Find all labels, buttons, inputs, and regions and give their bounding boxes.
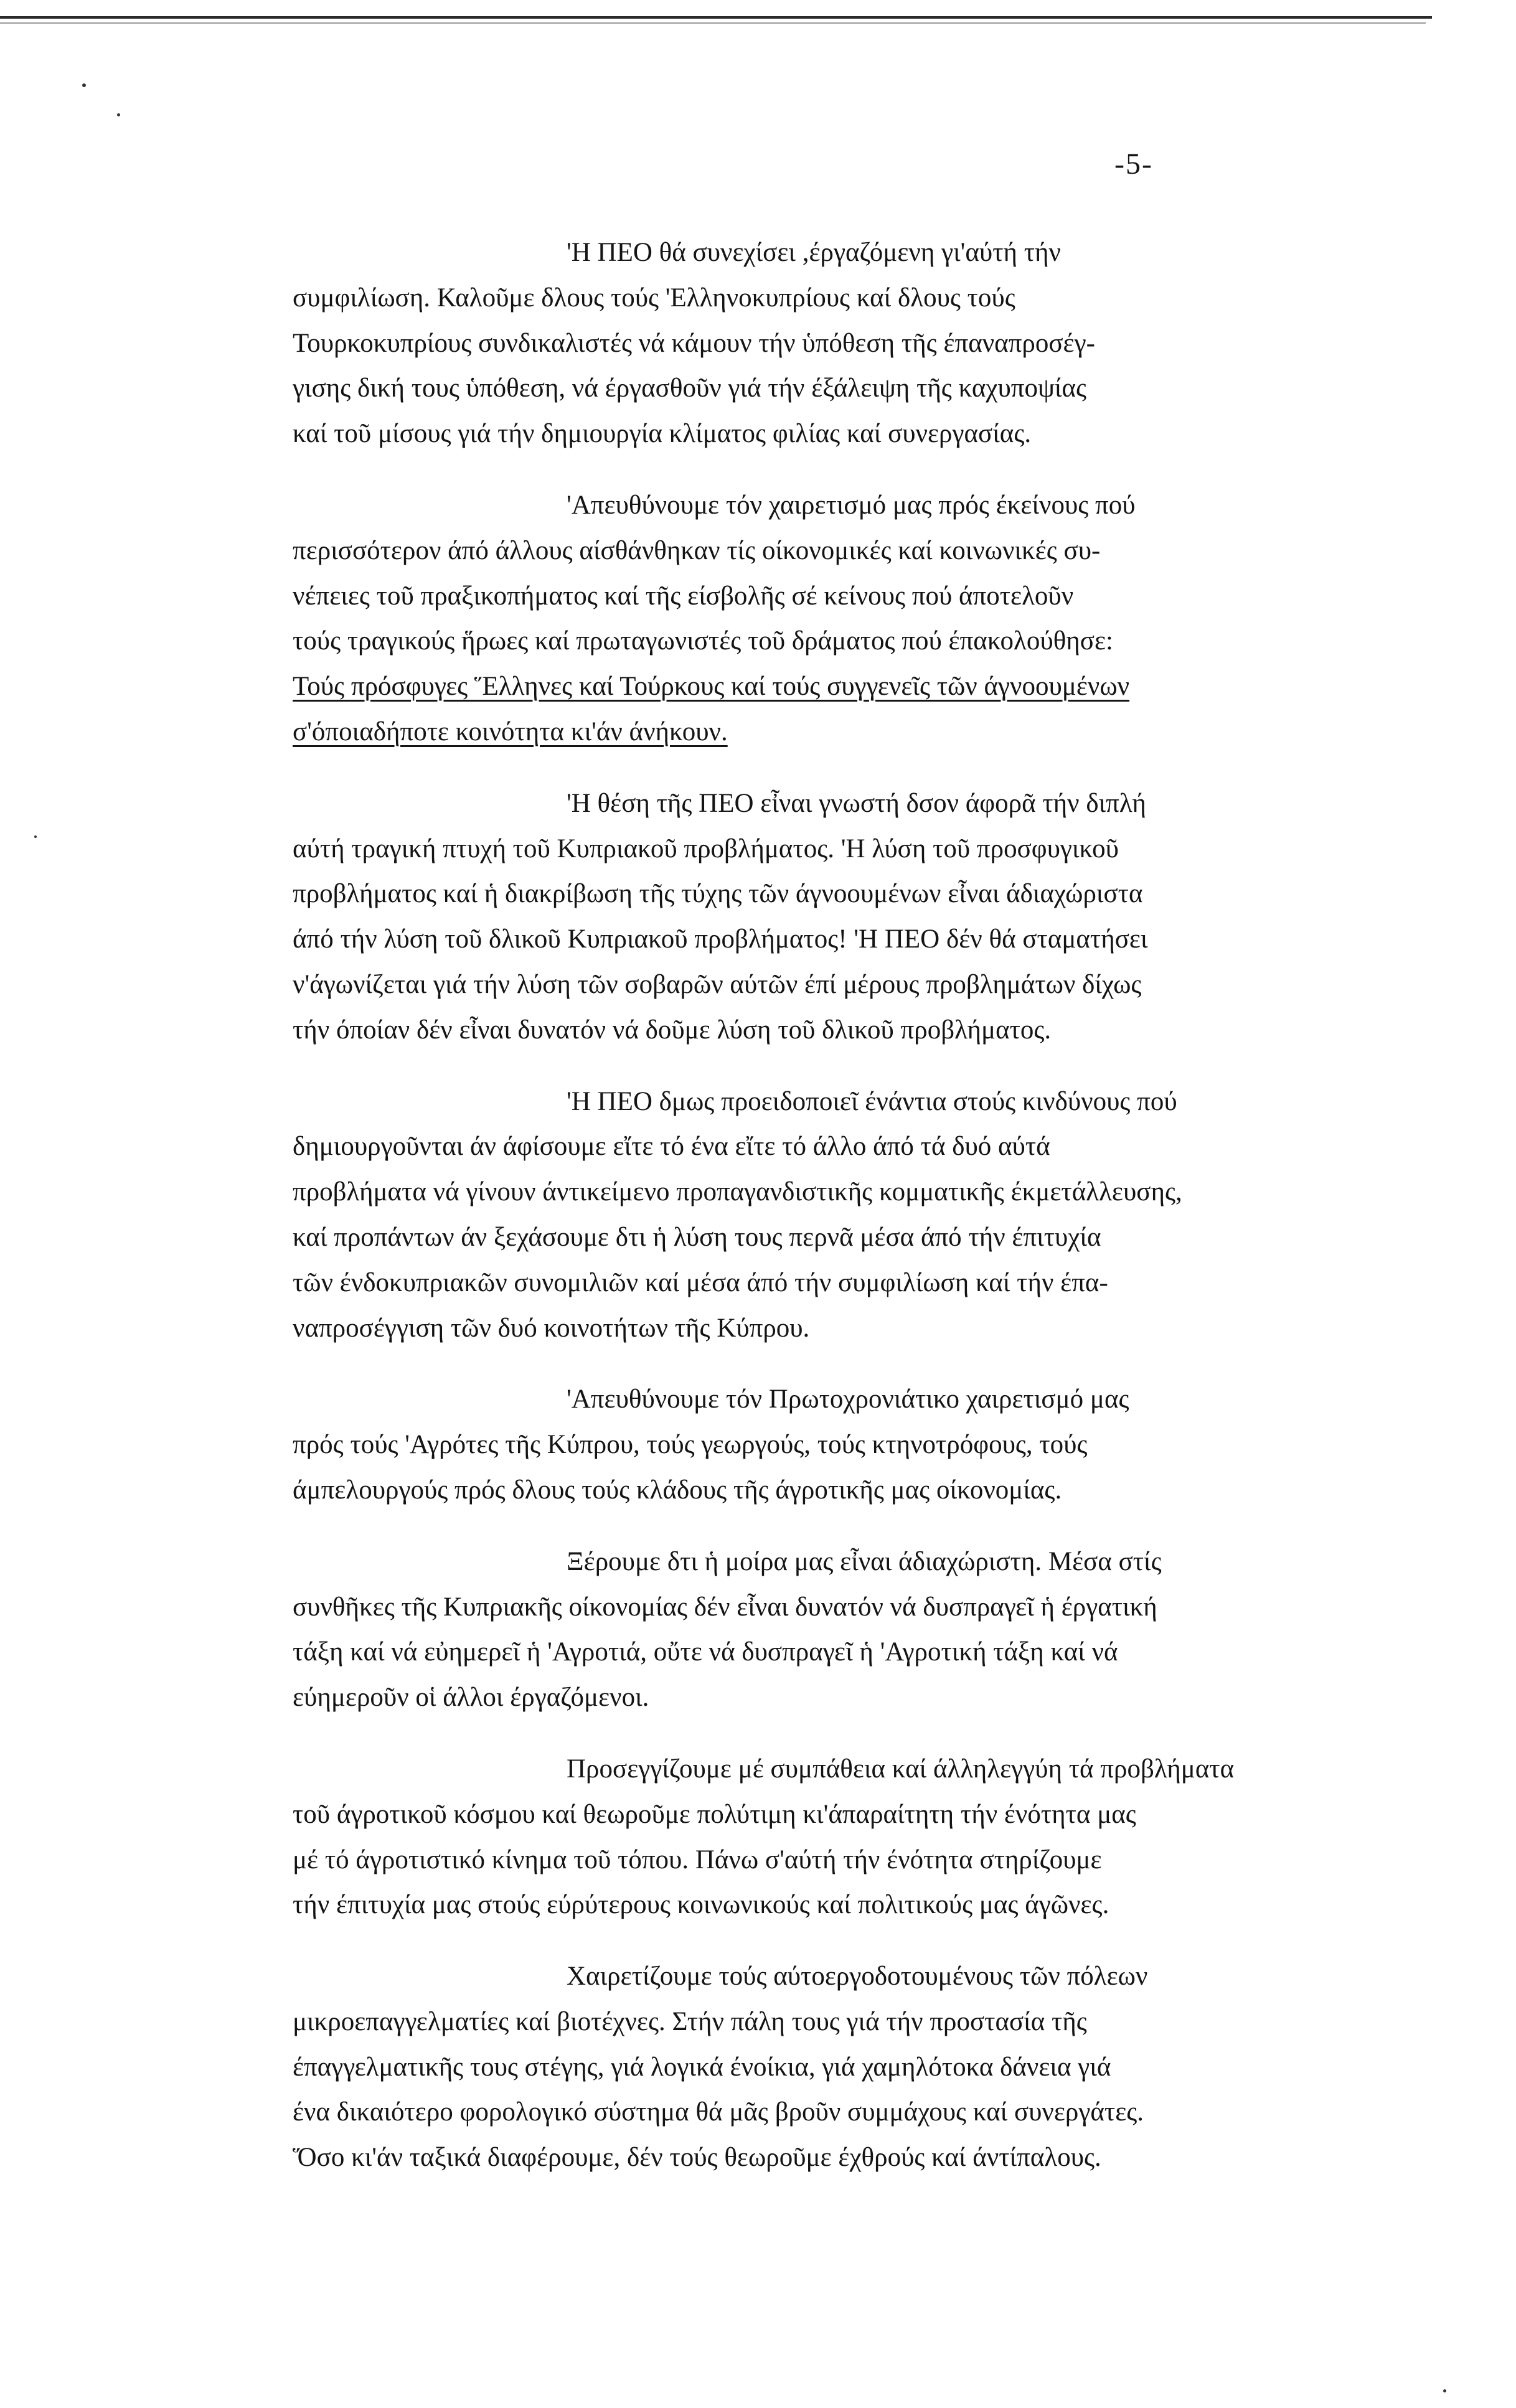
text-line: πρός τούς 'Αγρότες τῆς Κύπρου, τούς γεωργούς, τούς κτηνοτρόφους, τούς: [293, 1430, 1088, 1460]
text-line: έπαγγελματικῆς τους στέγης, γιά λογικά ένοίκια, γιά χαμηλότοκα δάνεια γιά: [293, 2052, 1111, 2082]
text-line: τῶν ένδοκυπριακῶν συνομιλιῶν καί μέσα άπό τήν συμφιλίωση καί τήν έπα-: [293, 1267, 1108, 1297]
text-line: νέπειες τοῦ πραξικοπήματος καί τῆς είσβολῆς σέ κείνους πού άποτελοῦν: [293, 581, 1074, 611]
scan-speck: [1443, 2389, 1446, 2392]
text-line: περισσότερον άπό άλλους αίσθάνθηκαν τίς οίκονομικές καί κοινωνικές συ-: [293, 535, 1101, 565]
paragraph: [293, 1540, 1476, 1721]
text-line: Ξέρουμε δτι ἡ μοίρα μας εἶναι άδιαχώριστη. Μέσα στίς: [567, 1546, 1162, 1576]
text-line: 'Απευθύνουμε τόν Πρωτοχρονιάτικο χαιρετισμό μας: [567, 1385, 1129, 1414]
text-line: τήν έπιτυχία μας στούς εύρύτερους κοινωνικούς καί πολιτικούς μας άγῶνες.: [293, 1890, 1109, 1920]
text-line: μέ τό άγροτιστικό κίνημα τοῦ τόπου. Πάνω σ'αύτή τήν ένότητα στηρίζουμε: [293, 1845, 1102, 1874]
text-line: τήν όποίαν δέν εἶναι δυνατόν νά δοῦμε λύση τοῦ δλικοῦ προβλήματος.: [293, 1015, 1052, 1045]
text-line: 'Απευθύνουμε τόν χαιρετισμό μας πρός έκείνους πού: [567, 490, 1136, 520]
paragraph: [293, 1079, 1476, 1352]
text-line: 'Η ΠΕΟ δμως προειδοποιεῖ ένάντια στούς κινδύνους πού: [567, 1086, 1177, 1116]
paragraph: [293, 781, 1476, 1053]
text-line: καί τοῦ μίσους γιά τήν δημιουργία κλίματος φιλίας καί συνεργασίας.: [293, 419, 1032, 449]
text-line: 'Η θέση τῆς ΠΕΟ εἶναι γνωστή δσον άφορᾶ τήν διπλή: [567, 788, 1146, 818]
text-line: άπό τήν λύση τοῦ δλικοῦ Κυπριακοῦ προβλήματος! 'Η ΠΕΟ δέν θά σταματήσει: [293, 924, 1148, 954]
text-line: δημιουργοῦνται άν άφίσουμε εἴτε τό ένα εἴτε τό άλλο άπό τά δυό αύτά: [293, 1132, 1050, 1162]
text-line: αύτή τραγική πτυχή τοῦ Κυπριακοῦ προβλήματος. 'Η λύση τοῦ προσφυγικοῦ: [293, 834, 1119, 863]
text-line: ν'άγωνίζεται γιά τήν λύση τῶν σοβαρῶν αύτῶν έπί μέρους προβλημάτων δίχως: [293, 969, 1142, 999]
underlined-text-line: σ'όποιαδήποτε κοινότητα κι'άν άνήκουν.: [293, 717, 728, 746]
underlined-text-line: Τούς πρόσφυγες Ἕλληνες καί Τούρκους καί τούς συγγενεῖς τῶν άγνοουμένων: [293, 672, 1130, 702]
scan-speck: [34, 835, 37, 838]
text-line: μικροεπαγγελματίες καί βιοτέχνες. Στήν πάλη τους γιά τήν προστασία τῆς: [293, 2006, 1087, 2036]
paragraph: [293, 483, 1476, 755]
text-line: τάξη καί νά εὐημερεῖ ἡ 'Αγροτιά, οὔτε νά δυσπραγεῖ ἡ 'Αγροτική τάξη καί νά: [293, 1637, 1118, 1667]
top-border-shadow-line: [0, 22, 1426, 24]
top-border-line: [0, 16, 1432, 19]
paragraph: [293, 1954, 1476, 2181]
text-line: συμφιλίωση. Καλοῦμε δλους τούς 'Ελληνοκυπρίους καί δλους τούς: [293, 283, 1015, 313]
text-line: τούς τραγικούς ἥρωες καί πρωταγωνιστές τοῦ δράματος πού έπακολούθησε:: [293, 626, 1113, 656]
text-line: άμπελουργούς πρός δλους τούς κλάδους τῆς άγροτικῆς μας οίκονομίας.: [293, 1475, 1062, 1505]
paragraph: [293, 1377, 1476, 1513]
text-line: γισης δική τους ὑπόθεση, νά έργασθοῦν γιά τήν έξάλειψη τῆς καχυποψίας: [293, 374, 1087, 403]
text-line: εύημεροῦν οἱ άλλοι έργαζόμενοι.: [293, 1683, 649, 1713]
text-line: Προσεγγίζουμε μέ συμπάθεια καί άλληλεγγύη τά προβλήματα: [567, 1754, 1235, 1784]
text-line: τοῦ άγροτικοῦ κόσμου καί θεωροῦμε πολύτιμη κι'άπαραίτητη τήν ένότητα μας: [293, 1799, 1136, 1829]
text-line: ένα δικαιότερο φορολογικό σύστημα θά μᾶς βροῦν συμμάχους καί συνεργάτες.: [293, 2097, 1144, 2127]
scan-speck: [82, 83, 86, 87]
text-line: προβλήματος καί ἡ διακρίβωση τῆς τύχης τῶν άγνοουμένων εἶναι άδιαχώριστα: [293, 879, 1143, 909]
text-line: Τουρκοκυπρίους συνδικαλιστές νά κάμουν τήν ὑπόθεση τῆς έπαναπροσέγ-: [293, 328, 1095, 358]
page-number: -5-: [1114, 148, 1153, 181]
text-line: Χαιρετίζουμε τούς αύτοεργοδοτουμένους τῶν πόλεων: [567, 1962, 1148, 1992]
text-line: ναπροσέγγιση τῶν δυό κοινοτήτων τῆς Κύπρου.: [293, 1313, 810, 1343]
text-line: προβλήματα νά γίνουν άντικείμενο προπαγανδιστικῆς κομματικῆς έκμετάλλευσης,: [293, 1177, 1182, 1207]
text-line: Ὅσο κι'άν ταξικά διαφέρουμε, δέν τούς θεωροῦμε έχθρούς καί άντίπαλους.: [293, 2143, 1101, 2173]
text-line: συνθῆκες τῆς Κυπριακῆς οίκονομίας δέν εἶναι δυνατόν νά δυσπραγεῖ ἡ έργατική: [293, 1592, 1157, 1622]
scan-speck: [117, 113, 120, 116]
text-line: καί προπάντων άν ξεχάσουμε δτι ἡ λύση τους περνᾶ μέσα άπό τήν έπιτυχία: [293, 1222, 1101, 1252]
paragraph: [293, 1747, 1476, 1928]
paragraph: [293, 230, 1476, 457]
document-body: [293, 230, 1476, 2207]
text-line: 'Η ΠΕΟ θά συνεχίσει ,έργαζόμενη γι'αύτή τήν: [567, 238, 1061, 267]
